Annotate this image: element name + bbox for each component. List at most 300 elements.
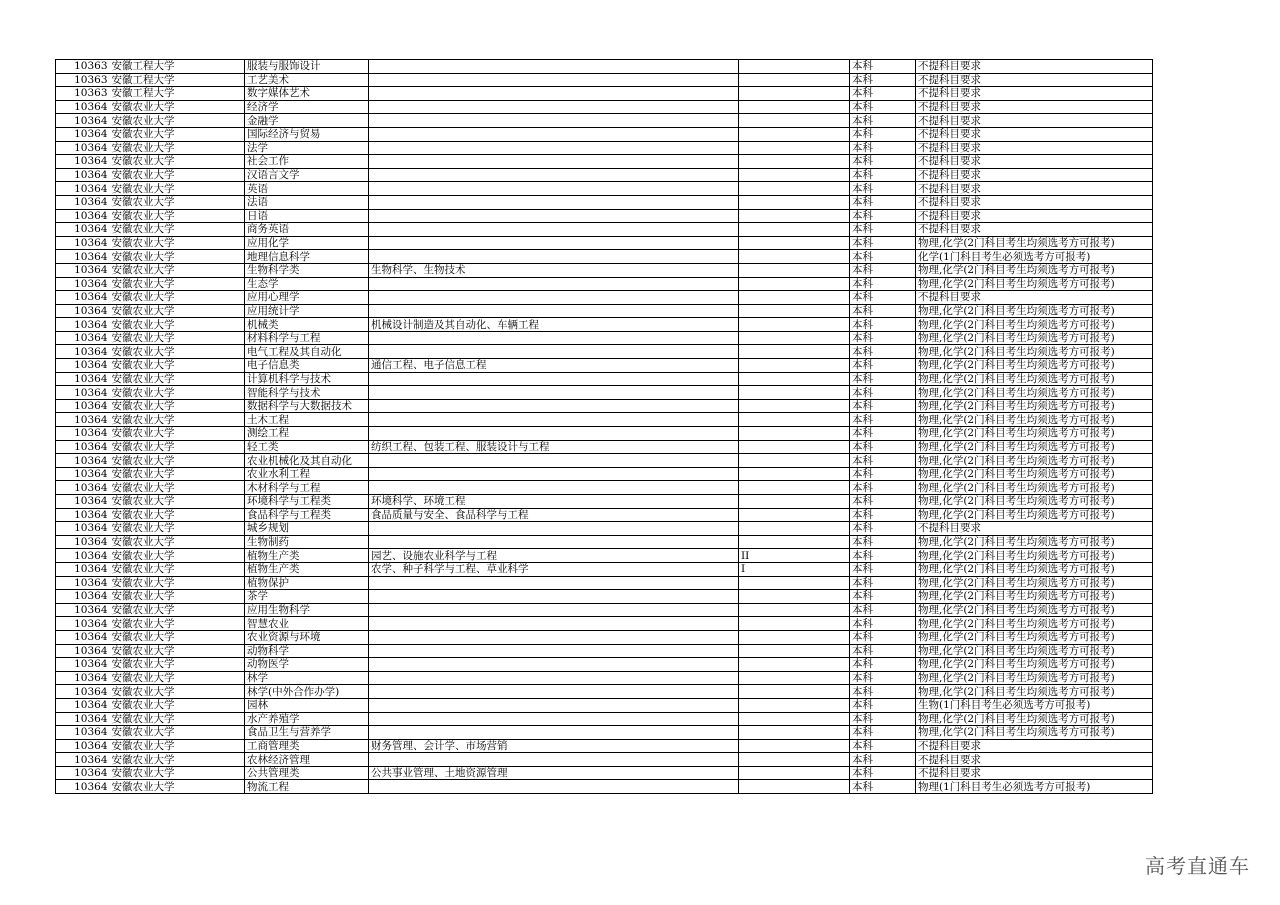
table-row (56, 318, 1153, 332)
class-cell (739, 73, 850, 87)
level-cell: 本科 (850, 440, 916, 454)
subject-requirement-cell: 物理,化学(2门科目考生均须选考方可报考) (916, 263, 1153, 277)
subject-requirement-cell: 物理,化学(2门科目考生均须选考方可报考) (916, 386, 1153, 400)
major-category-cell: 园林 (245, 698, 369, 712)
table-row (56, 685, 1153, 699)
major-category-cell: 林学(中外合作办学) (245, 685, 369, 699)
subject-requirement-cell: 不提科目要求 (916, 73, 1153, 87)
school-code-cell: 10364 (56, 386, 110, 400)
major-category-cell: 农业水利工程 (245, 467, 369, 481)
school-code-cell: 10364 (56, 658, 110, 672)
included-majors-cell (369, 644, 739, 658)
included-majors-cell (369, 182, 739, 196)
included-majors-cell (369, 658, 739, 672)
subject-requirement-cell: 物理,化学(2门科目考生均须选考方可报考) (916, 359, 1153, 373)
school-code-cell: 10364 (56, 141, 110, 155)
class-cell (739, 155, 850, 169)
major-category-cell: 轻工类 (245, 440, 369, 454)
school-code-cell: 10364 (56, 291, 110, 305)
school-name-cell: 安徽农业大学 (110, 535, 245, 549)
subject-requirement-cell: 不提科目要求 (916, 766, 1153, 780)
included-majors-cell (369, 345, 739, 359)
included-majors-cell (369, 100, 739, 114)
school-name-cell: 安徽农业大学 (110, 644, 245, 658)
level-cell: 本科 (850, 304, 916, 318)
class-cell (739, 345, 850, 359)
school-code-cell: 10364 (56, 495, 110, 509)
school-name-cell: 安徽农业大学 (110, 318, 245, 332)
major-category-cell: 金融学 (245, 114, 369, 128)
level-cell: 本科 (850, 127, 916, 141)
included-majors-cell (369, 87, 739, 101)
table-row (56, 386, 1153, 400)
subject-requirement-cell: 物理,化学(2门科目考生均须选考方可报考) (916, 630, 1153, 644)
school-code-cell: 10364 (56, 127, 110, 141)
school-code-cell: 10364 (56, 318, 110, 332)
included-majors-cell (369, 60, 739, 74)
subject-requirement-cell: 不提科目要求 (916, 114, 1153, 128)
level-cell: 本科 (850, 590, 916, 604)
table-row (56, 590, 1153, 604)
subject-requirement-cell: 不提科目要求 (916, 223, 1153, 237)
major-category-cell: 商务英语 (245, 223, 369, 237)
included-majors-cell (369, 481, 739, 495)
school-name-cell: 安徽农业大学 (110, 100, 245, 114)
school-name-cell: 安徽农业大学 (110, 359, 245, 373)
school-code-cell: 10364 (56, 372, 110, 386)
school-name-cell: 安徽工程大学 (110, 73, 245, 87)
class-cell (739, 630, 850, 644)
class-cell (739, 576, 850, 590)
major-category-cell: 水产养殖学 (245, 712, 369, 726)
class-cell (739, 372, 850, 386)
school-code-cell: 10364 (56, 331, 110, 345)
class-cell (739, 236, 850, 250)
class-cell (739, 318, 850, 332)
level-cell: 本科 (850, 671, 916, 685)
school-name-cell: 安徽农业大学 (110, 141, 245, 155)
level-cell: 本科 (850, 495, 916, 509)
subject-requirement-cell: 物理,化学(2门科目考生均须选考方可报考) (916, 304, 1153, 318)
table-row (56, 100, 1153, 114)
level-cell: 本科 (850, 481, 916, 495)
school-code-cell: 10364 (56, 359, 110, 373)
major-category-cell: 生态学 (245, 277, 369, 291)
school-name-cell: 安徽农业大学 (110, 127, 245, 141)
class-cell (739, 685, 850, 699)
school-name-cell: 安徽农业大学 (110, 195, 245, 209)
class-cell (739, 671, 850, 685)
included-majors-cell (369, 603, 739, 617)
major-category-cell: 环境科学与工程类 (245, 495, 369, 509)
school-code-cell: 10364 (56, 671, 110, 685)
class-cell (739, 454, 850, 468)
table-row (56, 753, 1153, 767)
table-row (56, 141, 1153, 155)
major-category-cell: 动物科学 (245, 644, 369, 658)
table-row (56, 372, 1153, 386)
class-cell (739, 644, 850, 658)
subject-requirement-cell: 物理,化学(2门科目考生均须选考方可报考) (916, 413, 1153, 427)
school-code-cell: 10364 (56, 195, 110, 209)
class-cell (739, 698, 850, 712)
level-cell: 本科 (850, 603, 916, 617)
included-majors-cell (369, 372, 739, 386)
school-name-cell: 安徽农业大学 (110, 223, 245, 237)
included-majors-cell: 园艺、设施农业科学与工程 (369, 549, 739, 563)
included-majors-cell (369, 209, 739, 223)
subject-requirement-cell: 物理,化学(2门科目考生均须选考方可报考) (916, 685, 1153, 699)
included-majors-cell (369, 73, 739, 87)
school-code-cell: 10364 (56, 603, 110, 617)
school-code-cell: 10364 (56, 440, 110, 454)
subject-requirement-cell: 物理,化学(2门科目考生均须选考方可报考) (916, 331, 1153, 345)
class-cell (739, 658, 850, 672)
school-code-cell: 10364 (56, 739, 110, 753)
school-name-cell: 安徽农业大学 (110, 114, 245, 128)
level-cell: 本科 (850, 100, 916, 114)
included-majors-cell (369, 291, 739, 305)
admission-requirements-table (55, 59, 1153, 794)
school-name-cell: 安徽工程大学 (110, 87, 245, 101)
level-cell: 本科 (850, 712, 916, 726)
major-category-cell: 日语 (245, 209, 369, 223)
subject-requirement-cell: 不提科目要求 (916, 209, 1153, 223)
table-row (56, 712, 1153, 726)
class-cell: I (739, 562, 850, 576)
class-cell (739, 481, 850, 495)
table-row (56, 427, 1153, 441)
major-category-cell: 智能科学与技术 (245, 386, 369, 400)
major-category-cell: 数据科学与大数据技术 (245, 399, 369, 413)
class-cell (739, 331, 850, 345)
level-cell: 本科 (850, 766, 916, 780)
table-row (56, 277, 1153, 291)
level-cell: 本科 (850, 726, 916, 740)
class-cell (739, 766, 850, 780)
class-cell (739, 427, 850, 441)
school-code-cell: 10364 (56, 263, 110, 277)
major-category-cell: 应用统计学 (245, 304, 369, 318)
level-cell: 本科 (850, 73, 916, 87)
subject-requirement-cell: 物理,化学(2门科目考生均须选考方可报考) (916, 617, 1153, 631)
table-row (56, 658, 1153, 672)
level-cell: 本科 (850, 195, 916, 209)
school-name-cell: 安徽农业大学 (110, 454, 245, 468)
included-majors-cell (369, 141, 739, 155)
subject-requirement-cell: 不提科目要求 (916, 100, 1153, 114)
table-row (56, 766, 1153, 780)
school-code-cell: 10364 (56, 522, 110, 536)
school-name-cell: 安徽农业大学 (110, 304, 245, 318)
major-category-cell: 农林经济管理 (245, 753, 369, 767)
school-code-cell: 10364 (56, 535, 110, 549)
included-majors-cell (369, 712, 739, 726)
school-code-cell: 10364 (56, 277, 110, 291)
table-row (56, 223, 1153, 237)
school-name-cell: 安徽农业大学 (110, 182, 245, 196)
major-category-cell: 社会工作 (245, 155, 369, 169)
major-category-cell: 应用生物科学 (245, 603, 369, 617)
class-cell (739, 60, 850, 74)
subject-requirement-cell: 不提科目要求 (916, 168, 1153, 182)
school-code-cell: 10364 (56, 753, 110, 767)
level-cell: 本科 (850, 454, 916, 468)
school-name-cell: 安徽农业大学 (110, 753, 245, 767)
included-majors-cell: 纺织工程、包装工程、服装设计与工程 (369, 440, 739, 454)
school-name-cell: 安徽农业大学 (110, 698, 245, 712)
table-row (56, 127, 1153, 141)
level-cell: 本科 (850, 182, 916, 196)
level-cell: 本科 (850, 114, 916, 128)
school-code-cell: 10364 (56, 209, 110, 223)
table-row (56, 250, 1153, 264)
included-majors-cell (369, 535, 739, 549)
major-category-cell: 数字媒体艺术 (245, 87, 369, 101)
school-name-cell: 安徽农业大学 (110, 386, 245, 400)
level-cell: 本科 (850, 345, 916, 359)
school-name-cell: 安徽农业大学 (110, 712, 245, 726)
subject-requirement-cell: 不提科目要求 (916, 155, 1153, 169)
major-category-cell: 林学 (245, 671, 369, 685)
watermark-text: 高考直通车 (1145, 854, 1250, 878)
included-majors-cell (369, 127, 739, 141)
level-cell: 本科 (850, 413, 916, 427)
school-code-cell: 10364 (56, 766, 110, 780)
class-cell (739, 603, 850, 617)
school-code-cell: 10364 (56, 562, 110, 576)
included-majors-cell (369, 726, 739, 740)
level-cell: 本科 (850, 318, 916, 332)
included-majors-cell (369, 250, 739, 264)
included-majors-cell (369, 195, 739, 209)
class-cell (739, 359, 850, 373)
major-category-cell: 机械类 (245, 318, 369, 332)
table-row (56, 508, 1153, 522)
table-row (56, 603, 1153, 617)
subject-requirement-cell: 物理,化学(2门科目考生均须选考方可报考) (916, 481, 1153, 495)
level-cell: 本科 (850, 576, 916, 590)
school-code-cell: 10364 (56, 182, 110, 196)
included-majors-cell (369, 114, 739, 128)
major-category-cell: 计算机科学与技术 (245, 372, 369, 386)
subject-requirement-cell: 物理,化学(2门科目考生均须选考方可报考) (916, 562, 1153, 576)
major-category-cell: 茶学 (245, 590, 369, 604)
subject-requirement-cell: 物理,化学(2门科目考生均须选考方可报考) (916, 603, 1153, 617)
included-majors-cell: 通信工程、电子信息工程 (369, 359, 739, 373)
school-name-cell: 安徽农业大学 (110, 685, 245, 699)
table-row (56, 630, 1153, 644)
table-row (56, 522, 1153, 536)
level-cell: 本科 (850, 87, 916, 101)
level-cell: 本科 (850, 168, 916, 182)
table-row (56, 263, 1153, 277)
table-row (56, 304, 1153, 318)
subject-requirement-cell: 不提科目要求 (916, 195, 1153, 209)
major-category-cell: 物流工程 (245, 780, 369, 794)
table-row (56, 644, 1153, 658)
included-majors-cell (369, 331, 739, 345)
class-cell (739, 250, 850, 264)
level-cell: 本科 (850, 250, 916, 264)
level-cell: 本科 (850, 372, 916, 386)
subject-requirement-cell: 不提科目要求 (916, 127, 1153, 141)
class-cell (739, 277, 850, 291)
level-cell: 本科 (850, 508, 916, 522)
class-cell (739, 535, 850, 549)
level-cell: 本科 (850, 780, 916, 794)
school-code-cell: 10364 (56, 236, 110, 250)
included-majors-cell: 食品质量与安全、食品科学与工程 (369, 508, 739, 522)
major-category-cell: 测绘工程 (245, 427, 369, 441)
school-code-cell: 10364 (56, 100, 110, 114)
subject-requirement-cell: 不提科目要求 (916, 182, 1153, 196)
major-category-cell: 城乡规划 (245, 522, 369, 536)
school-name-cell: 安徽农业大学 (110, 630, 245, 644)
subject-requirement-cell: 物理,化学(2门科目考生均须选考方可报考) (916, 644, 1153, 658)
major-category-cell: 植物生产类 (245, 562, 369, 576)
school-code-cell: 10364 (56, 399, 110, 413)
major-category-cell: 电子信息类 (245, 359, 369, 373)
level-cell: 本科 (850, 522, 916, 536)
school-name-cell: 安徽农业大学 (110, 263, 245, 277)
school-code-cell: 10363 (56, 60, 110, 74)
school-code-cell: 10364 (56, 467, 110, 481)
table-row (56, 399, 1153, 413)
level-cell: 本科 (850, 386, 916, 400)
school-code-cell: 10364 (56, 726, 110, 740)
subject-requirement-cell: 物理,化学(2门科目考生均须选考方可报考) (916, 495, 1153, 509)
school-name-cell: 安徽农业大学 (110, 495, 245, 509)
school-name-cell: 安徽农业大学 (110, 522, 245, 536)
table-row (56, 291, 1153, 305)
class-cell (739, 209, 850, 223)
included-majors-cell (369, 399, 739, 413)
table-row (56, 195, 1153, 209)
school-name-cell: 安徽农业大学 (110, 766, 245, 780)
class-cell (739, 223, 850, 237)
level-cell: 本科 (850, 739, 916, 753)
school-name-cell: 安徽农业大学 (110, 209, 245, 223)
included-majors-cell (369, 753, 739, 767)
class-cell (739, 508, 850, 522)
subject-requirement-cell: 物理,化学(2门科目考生均须选考方可报考) (916, 399, 1153, 413)
level-cell: 本科 (850, 658, 916, 672)
included-majors-cell (369, 630, 739, 644)
included-majors-cell (369, 671, 739, 685)
subject-requirement-cell: 物理,化学(2门科目考生均须选考方可报考) (916, 427, 1153, 441)
school-code-cell: 10364 (56, 168, 110, 182)
subject-requirement-cell: 不提科目要求 (916, 141, 1153, 155)
school-code-cell: 10364 (56, 549, 110, 563)
major-category-cell: 食品卫生与营养学 (245, 726, 369, 740)
school-name-cell: 安徽农业大学 (110, 399, 245, 413)
table-row (56, 726, 1153, 740)
table-row (56, 236, 1153, 250)
table-row (56, 60, 1153, 74)
school-name-cell: 安徽农业大学 (110, 155, 245, 169)
school-code-cell: 10364 (56, 413, 110, 427)
table-row (56, 345, 1153, 359)
included-majors-cell: 生物科学、生物技术 (369, 263, 739, 277)
table-row (56, 467, 1153, 481)
table-row (56, 331, 1153, 345)
level-cell: 本科 (850, 467, 916, 481)
school-code-cell: 10364 (56, 223, 110, 237)
major-category-cell: 生物制药 (245, 535, 369, 549)
major-category-cell: 电气工程及其自动化 (245, 345, 369, 359)
major-category-cell: 国际经济与贸易 (245, 127, 369, 141)
subject-requirement-cell: 物理(1门科目考生必须选考方可报考) (916, 780, 1153, 794)
included-majors-cell (369, 780, 739, 794)
table-row (56, 182, 1153, 196)
school-code-cell: 10364 (56, 685, 110, 699)
level-cell: 本科 (850, 223, 916, 237)
subject-requirement-cell: 物理,化学(2门科目考生均须选考方可报考) (916, 277, 1153, 291)
school-name-cell: 安徽农业大学 (110, 413, 245, 427)
school-code-cell: 10363 (56, 87, 110, 101)
major-category-cell: 生物科学类 (245, 263, 369, 277)
table-row (56, 87, 1153, 101)
table-row (56, 413, 1153, 427)
class-cell (739, 780, 850, 794)
level-cell: 本科 (850, 644, 916, 658)
included-majors-cell: 农学、种子科学与工程、草业科学 (369, 562, 739, 576)
major-category-cell: 应用化学 (245, 236, 369, 250)
subject-requirement-cell: 物理,化学(2门科目考生均须选考方可报考) (916, 345, 1153, 359)
school-code-cell: 10364 (56, 481, 110, 495)
included-majors-cell (369, 522, 739, 536)
class-cell (739, 386, 850, 400)
school-name-cell: 安徽农业大学 (110, 277, 245, 291)
class-cell (739, 141, 850, 155)
subject-requirement-cell: 物理,化学(2门科目考生均须选考方可报考) (916, 726, 1153, 740)
major-category-cell: 英语 (245, 182, 369, 196)
school-name-cell: 安徽农业大学 (110, 780, 245, 794)
school-name-cell: 安徽农业大学 (110, 671, 245, 685)
level-cell: 本科 (850, 698, 916, 712)
included-majors-cell (369, 304, 739, 318)
level-cell: 本科 (850, 263, 916, 277)
table-body (56, 60, 1153, 794)
school-name-cell: 安徽农业大学 (110, 508, 245, 522)
major-category-cell: 植物生产类 (245, 549, 369, 563)
included-majors-cell (369, 223, 739, 237)
school-name-cell: 安徽农业大学 (110, 331, 245, 345)
included-majors-cell (369, 236, 739, 250)
school-name-cell: 安徽农业大学 (110, 658, 245, 672)
table-row (56, 73, 1153, 87)
table-row (56, 780, 1153, 794)
class-cell (739, 168, 850, 182)
school-code-cell: 10364 (56, 617, 110, 631)
table-row (56, 495, 1153, 509)
class-cell (739, 440, 850, 454)
level-cell: 本科 (850, 331, 916, 345)
school-code-cell: 10364 (56, 304, 110, 318)
school-code-cell: 10364 (56, 780, 110, 794)
class-cell (739, 726, 850, 740)
table-row (56, 576, 1153, 590)
major-category-cell: 农业机械化及其自动化 (245, 454, 369, 468)
school-name-cell: 安徽工程大学 (110, 60, 245, 74)
school-code-cell: 10364 (56, 576, 110, 590)
table-row (56, 114, 1153, 128)
included-majors-cell (369, 454, 739, 468)
school-name-cell: 安徽农业大学 (110, 250, 245, 264)
table-row (56, 739, 1153, 753)
included-majors-cell: 环境科学、环境工程 (369, 495, 739, 509)
